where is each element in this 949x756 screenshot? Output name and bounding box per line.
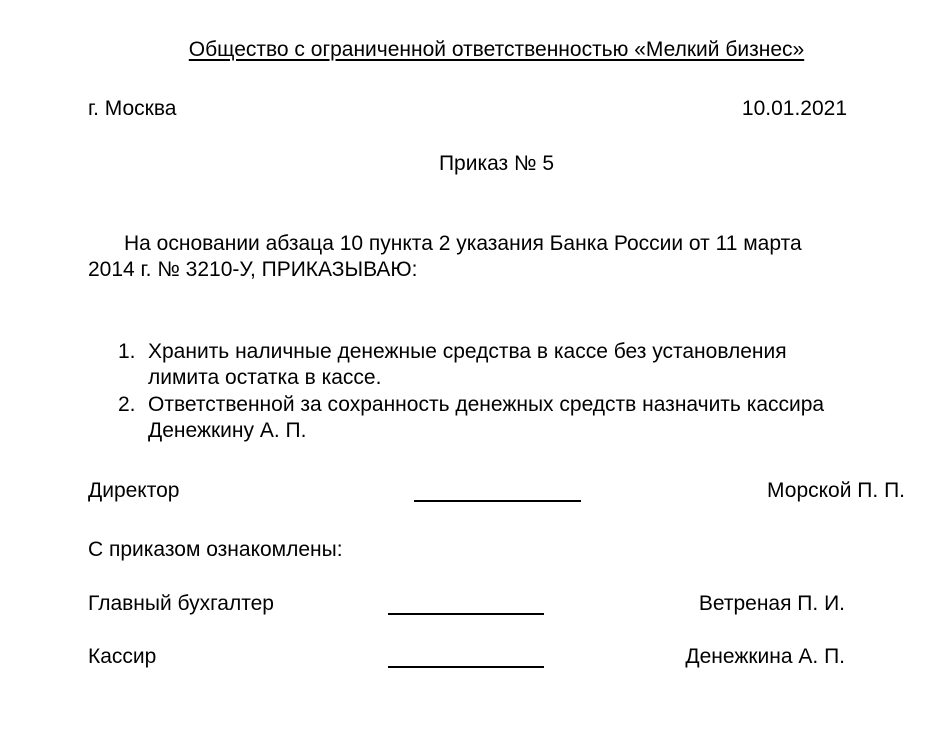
- signatory-position-accountant: Главный бухгалтер: [88, 592, 274, 615]
- city: г. Москва: [88, 97, 177, 120]
- director-position: Директор: [88, 479, 180, 502]
- item-number: 2.: [118, 393, 136, 416]
- signatory-position-cashier: Кассир: [88, 645, 157, 668]
- order-item: [118, 392, 918, 444]
- item-text: [148, 392, 918, 444]
- order-date: 10.01.2021: [741, 97, 847, 120]
- order-basis: [88, 231, 888, 283]
- acknowledged-label: С приказом ознакомлены:: [88, 538, 343, 561]
- item-text-line-1: Хранить наличные денежные средства в кассе без установления: [148, 340, 787, 363]
- basis-line-1: На основании абзаца 10 пункта 2 указания Банка России от 11 марта: [124, 232, 802, 255]
- item-text-line-2: Денежкину А. П.: [148, 419, 307, 442]
- signatory-name-accountant: Ветреная П. И.: [698, 592, 845, 615]
- director-name: Морской П. П.: [767, 479, 905, 502]
- director-signature-line: [414, 500, 581, 502]
- organization-name: Общество с ограниченной ответственностью «Мелкий бизнес»: [188, 38, 805, 61]
- item-text-line-1: Ответственной за сохранность денежных средств назначить кассира: [148, 393, 825, 416]
- order-item: [118, 339, 918, 391]
- order-items: [118, 339, 918, 445]
- item-number: 1.: [118, 340, 136, 363]
- signatory-name-cashier: Денежкина А. П.: [685, 645, 845, 668]
- basis-line-2: 2014 г. № 3210-У, ПРИКАЗЫВАЮ:: [88, 258, 418, 281]
- item-text: [148, 339, 918, 391]
- cashier-signature-line: [388, 666, 544, 668]
- accountant-signature-line: [388, 613, 544, 615]
- order-title: Приказ № 5: [438, 152, 555, 175]
- item-text-line-2: лимита остатка в кассе.: [148, 366, 382, 389]
